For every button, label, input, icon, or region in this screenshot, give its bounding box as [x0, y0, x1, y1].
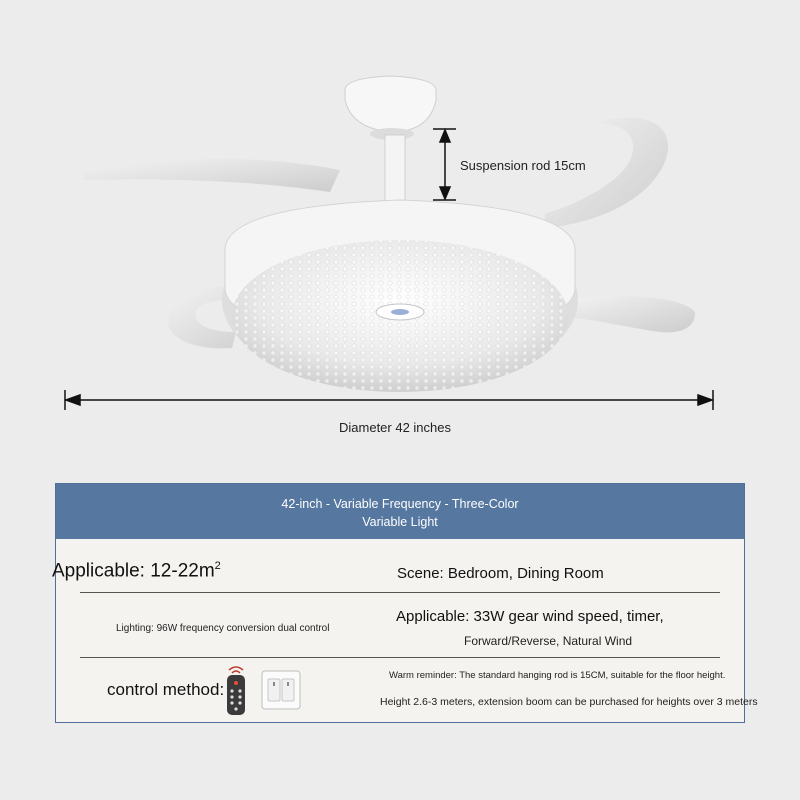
applicable-area-unit-exponent: 2	[214, 560, 221, 572]
wall-switch-icon	[261, 670, 301, 710]
fan-modes-text: Forward/Reverse, Natural Wind	[464, 634, 633, 648]
table-divider-1	[80, 592, 720, 593]
spec-header	[56, 484, 744, 539]
spec-header-line1: 42-inch - Variable Frequency - Three-Color	[281, 497, 519, 511]
fan-body	[222, 200, 578, 392]
remote-control-icon	[224, 664, 248, 716]
canopy-and-rod	[345, 76, 436, 207]
lighting-text: Lighting: 96W frequency conversion dual control	[116, 623, 330, 634]
control-method-label: control method:	[107, 680, 225, 699]
fan-blade-bottom-right	[560, 296, 695, 332]
spec-header-line2: Variable Light	[362, 515, 438, 529]
applicable-fan-text: Applicable: 33W gear wind speed, timer,	[396, 608, 664, 625]
warm-reminder-text: Warm reminder: The standard hanging rod is 15CM, suitable for the floor height.	[389, 670, 726, 681]
table-divider-2	[80, 657, 720, 658]
fan-blade-top-left	[82, 159, 340, 192]
diameter-label: Diameter 42 inches	[339, 420, 451, 435]
applicable-area-text: Applicable: 12-22m	[52, 560, 215, 582]
scene-text: Scene: Bedroom, Dining Room	[397, 565, 604, 582]
suspension-rod-label: Suspension rod 15cm	[460, 158, 586, 173]
applicable-area	[52, 560, 221, 582]
height-note-text: Height 2.6-3 meters, extension boom can be purchased for heights over 3 meters	[380, 696, 758, 708]
diameter-dimension	[65, 390, 713, 410]
suspension-dimension	[433, 129, 456, 200]
